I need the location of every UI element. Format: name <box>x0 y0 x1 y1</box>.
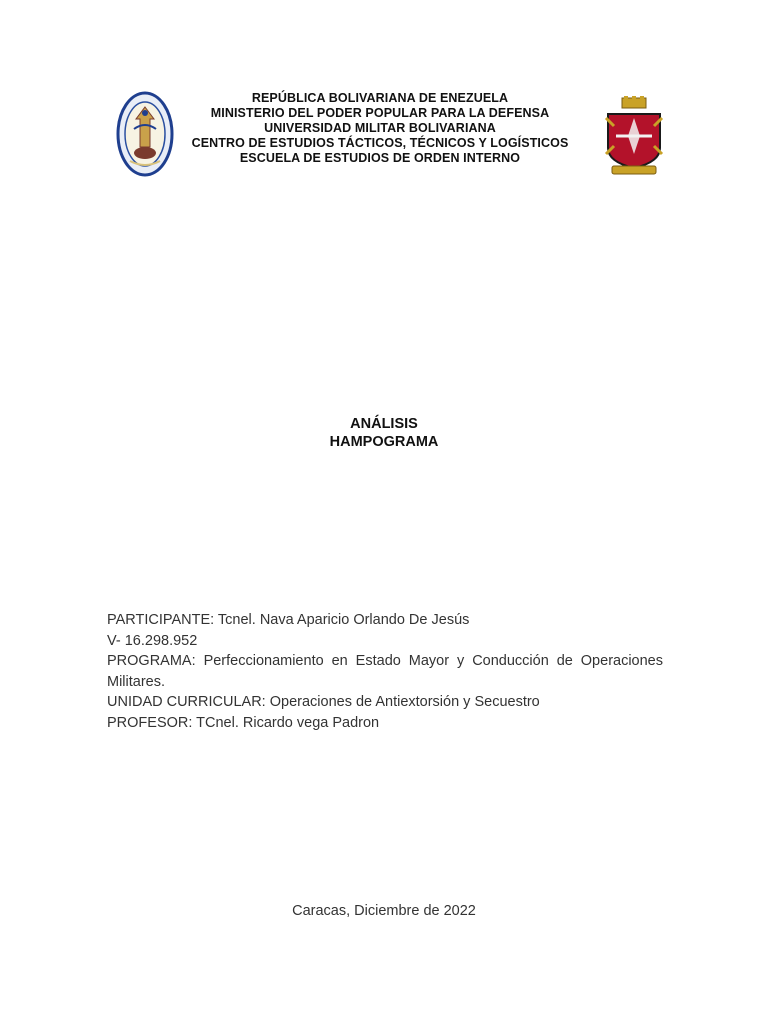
participant-info <box>107 610 663 733</box>
university-seal-icon <box>116 91 174 177</box>
military-crest-icon <box>602 96 666 176</box>
university-seal-logo <box>116 91 174 177</box>
curricular-unit: UNIDAD CURRICULAR: Operaciones de Antiextorsión y Secuestro <box>107 694 540 710</box>
program-line-continued: Militares. <box>107 673 166 690</box>
military-crest-logo <box>602 96 666 176</box>
header-line-center: CENTRO DE ESTUDIOS TÁCTICOS, TÉCNICOS Y LOGÍSTICOS <box>191 136 569 150</box>
professor-name: PROFESOR: TCnel. Ricardo vega Padron <box>107 714 380 731</box>
place-and-date: Caracas, Diciembre de 2022 <box>292 903 476 919</box>
title-line-analisis: ANÁLISIS <box>350 416 418 432</box>
participant-id: V- 16.298.952 <box>107 632 198 649</box>
program-line: PROGRAMA: Perfeccionamiento en Estado Mayor y Conducción de Operaciones <box>107 653 663 669</box>
participant-name: PARTICIPANTE: Tcnel. Nava Aparicio Orlando De Jesús <box>107 612 470 628</box>
header-line-school: ESCUELA DE ESTUDIOS DE ORDEN INTERNO <box>239 151 521 165</box>
header-line-university: UNIVERSIDAD MILITAR BOLIVARIANA <box>264 121 496 135</box>
header-line-ministry: MINISTERIO DEL PODER POPULAR PARA LA DEFENSA <box>210 106 550 120</box>
institution-header <box>180 91 580 166</box>
title-line-hampograma: HAMPOGRAMA <box>329 434 439 450</box>
document-title <box>0 415 768 451</box>
header-line-republic: REPÚBLICA BOLIVARIANA DE ENEZUELA <box>251 91 509 105</box>
